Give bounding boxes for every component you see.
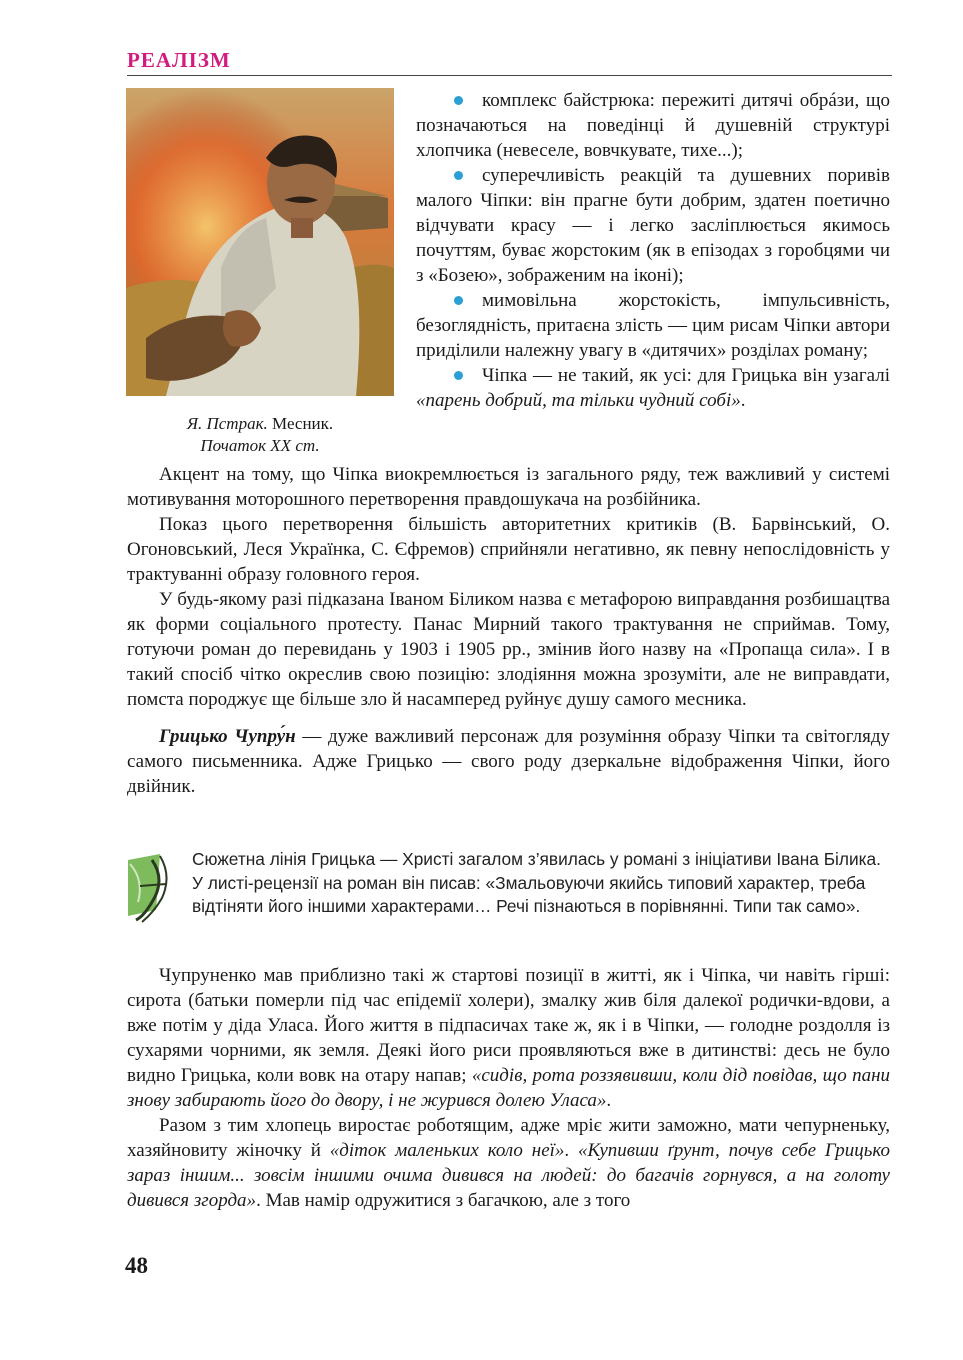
bullet-item bbox=[416, 363, 890, 413]
main-text-bottom bbox=[127, 963, 890, 1213]
paragraph-text: Разом з тим хлопець виростає роботящим, адже мріє жити заможно, мати чепурненьку, хазяйновиту жіночку й bbox=[127, 1115, 890, 1161]
character-desc: — дуже важливий персонаж для розуміння образу Чіпки та світогляду самого письменника. Адже Грицько — свого роду дзеркальне відображення Чіпки, його двійник. bbox=[127, 726, 890, 797]
paragraph-text: . bbox=[564, 1140, 579, 1161]
paragraph-character bbox=[127, 724, 890, 799]
main-text-top bbox=[127, 462, 890, 799]
painting-image bbox=[126, 88, 394, 396]
painting-caption bbox=[126, 413, 394, 457]
bullet-text: суперечливість реакцій та душевних поривів малого Чіпки: він прагне бути добрим, здатен поетично відчувати красу — і легко засліплюється якимось почуттям, буває жорстоким (як в епізодах з горобцями чи з «Бозею», зображеним на іконі); bbox=[416, 165, 890, 286]
bullet-item bbox=[416, 163, 890, 288]
paragraph: Показ цього перетворення більшість авторитетних критиків (В. Барвінський, О. Огоновський, Леся Українка, С. Єфремов) сприйняли негативно, як певну непослідовність у трактуванні образу головного героя. bbox=[127, 514, 890, 585]
bullet-dot-icon bbox=[454, 171, 463, 180]
section-title: РЕАЛІЗМ bbox=[127, 48, 231, 72]
page-number: 48 bbox=[125, 1253, 148, 1278]
bullet-item bbox=[416, 288, 890, 363]
caption-date: Початок XX ст. bbox=[200, 436, 320, 455]
bullet-dot-icon bbox=[454, 371, 463, 380]
paragraph-quote: «діток маленьких коло неї» bbox=[329, 1140, 565, 1161]
bullet-list bbox=[416, 88, 890, 413]
bullet-item bbox=[416, 88, 890, 163]
paragraph bbox=[127, 963, 890, 1113]
bullet-text: мимовільна жорстокість, імпульсивність, безоглядність, притаєна злість — цим рисам Чіпки автори приділили належну увагу в «дитячих» розділах роману; bbox=[416, 290, 890, 361]
caption-author: Я. Пстрак. bbox=[186, 414, 268, 433]
bullet-dot-icon bbox=[454, 296, 463, 305]
quote-letter-icon bbox=[122, 850, 180, 924]
header-rule bbox=[127, 75, 892, 76]
bullet-text: Чіпка — не такий, як усі: для Грицька він узагалі bbox=[482, 365, 890, 386]
paragraph-text: . Мав намір одружитися з багачкою, але з того bbox=[256, 1190, 631, 1211]
paragraph bbox=[127, 1113, 890, 1213]
bullet-text: комплекс байстрюка: пережиті дитячі обрáзи, що позначаються на поведінці й душевній структурі хлопчика (невеселе, вовчкувате, тихе...); bbox=[416, 90, 890, 161]
paragraph: У будь-якому разі підказана Іваном Біликом назва є метафорою виправдання розбишацтва як форми соціального протесту. Панас Мирний такого трактування не сприймав. Тому, готуючи роман до перевидань у 1903 і 1905 рр., змінив його назву на «Пропаща сила». І в такий спосіб чітко окреслив свою позицію: злодіяння можна зрозуміти, але не виправдати, помста породжує ще більше зло й насамперед руйнує душу самого месника. bbox=[127, 589, 890, 710]
note-text: Сюжетна лінія Грицька — Христі загалом з’явилась у романі з ініціативи Івана Білика. У листі-рецензії на роман він писав: «Змальовуючи якийсь типовий характер, треба відтіняти його іншими характерами… Речі пізнаються в порівнянні. Типи так само». bbox=[192, 849, 881, 916]
paragraph-end: . bbox=[606, 1090, 612, 1111]
paragraph: Акцент на тому, що Чіпка виокремлюється із загального ряду, теж важливий у системі мотивування моторошного перетворення правдошукача на розбійника. bbox=[127, 464, 890, 510]
paragraph-quote: «сидів, рота роззявивши, коли дід повідав, що пани знову забирають його до двору, і не журився долею Уласа» bbox=[127, 1065, 890, 1111]
bullet-end: . bbox=[740, 390, 746, 411]
bullet-dot-icon bbox=[454, 96, 463, 105]
paragraph-text: Чупруненко мав приблизно такі ж стартові позиції в житті, як і Чіпка, чи навіть гірші: сирота (батьки померли під час епідемії холери), змалку жив біля далекої родички-вдови, а вже потім у діда Уласа. Його життя в підпасичах таке ж, як і в Чіпки, — голодне роздолля із сухарями чорними, як земля. Деякі його риси проявляються вже в дитинстві: десь не було видно Грицька, коли вовк на отару напав; bbox=[127, 965, 890, 1086]
note-box bbox=[122, 848, 890, 938]
paragraph-quote: «Купивши ґрунт, почув себе Грицько зараз іншим... зовсім іншими очима дивився на людей: до багачів горнувся, а на голоту дивився згорда» bbox=[127, 1140, 891, 1211]
bullet-quote: «парень добрий, та тільки чудний собі» bbox=[416, 390, 741, 411]
caption-title: Месник. bbox=[267, 414, 334, 433]
character-name: Грицько Чупру́н bbox=[159, 726, 296, 747]
